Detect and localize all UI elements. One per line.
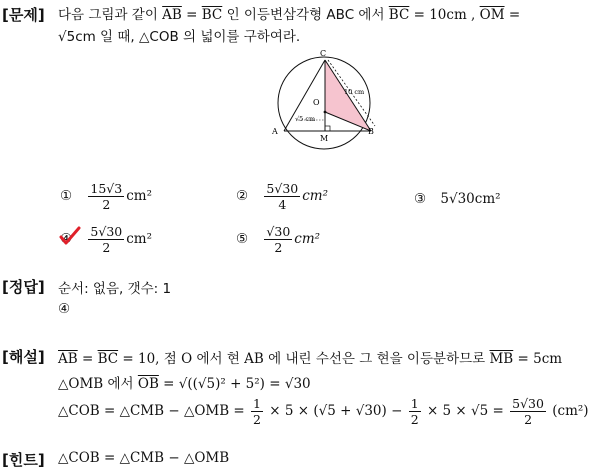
option-2[interactable]: ② $\frac{5√30}{4}$ cm² — [236, 181, 329, 212]
solution-line-3: △COB = △CMB − △OMB = $\frac{1}{2}$ × 5 × (√5 + √30) − $\frac{1}{2}$ × 5 × √5 = $\frac{5√30}{2}$ (cm²) — [58, 396, 589, 427]
hint-label: [힌트] — [2, 451, 45, 469]
problem-line-1: 다음 그림과 같이 $\overline{AB} = \overline{BC}$ 인 이등변삼각형 ABC 에서 $\overline{BC} = 10cm$ , $\overline{OM}$ = — [58, 7, 521, 23]
problem-line-2: √5cm 일 때, △COB 의 넓이를 구하여라. — [58, 29, 301, 45]
hint-text: △COB = △CMB − △OMB — [58, 450, 230, 466]
center-point — [324, 111, 327, 114]
option-3[interactable]: ③ 5√30cm² — [414, 191, 501, 207]
answer-line-1: 순서: 없음, 갯수: 1 — [58, 281, 172, 297]
solution-line-2: △OMB 에서 $\overline{OB} = √((√5)^2 + 5^2) = √30$ — [58, 376, 311, 392]
answer-line-2: ④ — [58, 301, 71, 317]
option-1[interactable]: ① $\frac{15√3}{2}$ cm² — [60, 181, 153, 212]
option-5[interactable]: ⑤ $\frac{√30}{2}$ cm² — [236, 224, 321, 255]
option-4[interactable]: ④ $\frac{5√30}{2}$ cm² — [60, 224, 153, 255]
answer-label: [정답] — [2, 278, 45, 296]
label-c: C — [320, 49, 327, 58]
solution-line-1: $\overline{AB} = \overline{BC} = 10$, 점 O 에서 현 AB 에 내린 수선은 그 현을 이등분하므로 $\overline{MB} = 5cm$ — [58, 351, 563, 367]
checkmark-icon — [59, 226, 81, 246]
label-b: B — [368, 127, 374, 136]
problem-label: [문제] — [2, 6, 45, 24]
solution-label: [해설] — [2, 348, 45, 366]
label-10cm: 10 cm — [344, 88, 365, 96]
right-angle-mark — [325, 126, 330, 131]
label-a: A — [272, 127, 278, 136]
label-m: M — [320, 134, 329, 143]
triangle-figure — [268, 48, 380, 150]
label-sqrt5cm: √5 cm — [295, 115, 316, 123]
label-o: O — [313, 98, 320, 107]
